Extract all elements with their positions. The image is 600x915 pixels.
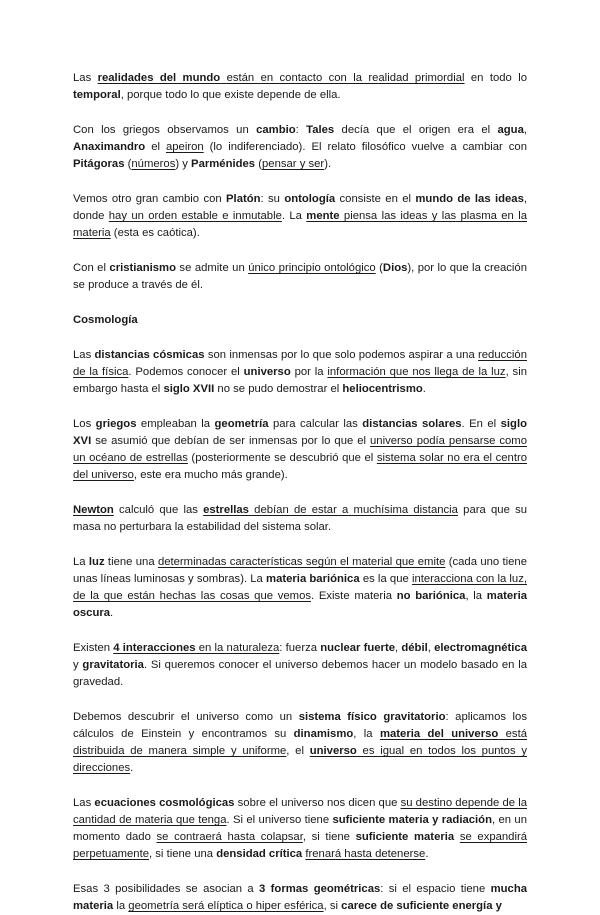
paragraph xyxy=(73,502,527,536)
underlined-text: está distribuida de manera simple y uniforme xyxy=(73,728,527,757)
text-run: , la xyxy=(465,590,487,602)
text-run: Con el xyxy=(73,262,110,274)
bold-underlined-text: estrellas xyxy=(203,504,249,516)
underlined-text: apeiron xyxy=(165,141,204,153)
bold-text: débil xyxy=(401,642,428,654)
text-run: ), por lo que la creación se produce a través de él. xyxy=(73,262,528,291)
bold-text: dinamismo xyxy=(293,728,354,740)
text-run: , si tiene xyxy=(302,831,356,843)
text-run: La xyxy=(73,556,89,568)
bold-text: luz xyxy=(88,556,105,568)
bold-text: carece de suficiente energía y xyxy=(341,900,502,912)
text-run: por la xyxy=(290,366,328,378)
bold-text: materia oscura xyxy=(73,590,527,619)
underlined-text: es igual en todos los puntos y direcciones xyxy=(73,745,527,774)
text-run: . Podemos conocer el xyxy=(128,366,244,378)
text-run: se asumió que debían de ser inmensas por lo que el xyxy=(91,435,371,447)
underlined-text: frenará hasta detenerse xyxy=(305,848,426,860)
text-run: . En el xyxy=(461,418,501,430)
text-run: sobre el universo nos dicen que xyxy=(234,797,401,809)
text-run: consiste en el xyxy=(335,193,416,205)
bold-text: temporal xyxy=(73,89,121,101)
bold-text: suficiente materia xyxy=(355,831,455,843)
bold-text: Platón xyxy=(226,193,261,205)
bold-underlined-text: universo xyxy=(309,745,357,757)
underlined-text: reducción de la física xyxy=(73,349,527,378)
bold-underlined-text: mente xyxy=(306,210,340,222)
document-body xyxy=(73,70,527,915)
text-run: Los xyxy=(73,418,96,430)
text-run: , xyxy=(427,642,435,654)
underlined-text: universo podía pensarse como un océano de estrellas xyxy=(73,435,528,464)
text-run: Las xyxy=(73,349,95,361)
text-run: : si el espacio tiene xyxy=(380,883,491,895)
underlined-text: interacciona con la luz, de la que están hechas las cosas que vemos xyxy=(73,573,527,602)
bold-text: ecuaciones cosmológicas xyxy=(94,797,235,809)
text-run: es la que xyxy=(359,573,412,585)
text-run: y xyxy=(73,659,83,671)
bold-underlined-text: realidades del mundo xyxy=(97,72,221,84)
text-run: . xyxy=(425,848,429,860)
paragraph xyxy=(73,70,527,104)
text-run: , sin embargo hasta el xyxy=(73,366,527,395)
text-run: : xyxy=(295,124,307,136)
text-run: no se pudo demostrar el xyxy=(214,383,343,395)
text-run: empleaban la xyxy=(136,418,215,430)
text-run: , la xyxy=(353,728,380,740)
text-run: , este era mucho más grande). xyxy=(133,469,288,481)
text-run: . xyxy=(130,762,134,774)
text-run: ( xyxy=(255,158,263,170)
text-run: . Si queremos conocer el universo debemos hacer un modelo basado en la gravedad. xyxy=(73,659,527,688)
underlined-text: piensa las ideas y las plasma en la materia xyxy=(73,210,527,239)
text-run: (lo indiferenciado). El relato filosófico vuelve a cambiar con xyxy=(203,141,527,153)
text-run: Esas 3 posibilidades se asocian a xyxy=(73,883,260,895)
underlined-text: debían de estar a muchísima distancia xyxy=(248,504,458,516)
bold-text: nuclear fuerte xyxy=(320,642,396,654)
bold-underlined-text: Newton xyxy=(73,504,114,516)
underlined-text: hay un orden estable e inmutable xyxy=(108,210,282,222)
underlined-text: se contraerá hasta colapsar xyxy=(156,831,303,843)
text-run: para que su masa no perturbara la estabilidad del sistema solar. xyxy=(73,504,527,533)
bold-text: mucha materia xyxy=(73,883,528,912)
text-run: ) y xyxy=(175,158,192,170)
bold-text: Pitágoras xyxy=(73,158,125,170)
underlined-text: geometría será elíptica o hiper esférica xyxy=(128,900,324,912)
section-heading xyxy=(73,312,527,329)
underlined-text: en la naturaleza xyxy=(195,642,280,654)
bold-text: no bariónica xyxy=(396,590,466,602)
paragraph xyxy=(73,191,527,242)
bold-text: griegos xyxy=(95,418,137,430)
text-run: para calcular las xyxy=(268,418,363,430)
bold-text: electromagnética xyxy=(434,642,528,654)
text-run: : aplicamos los cálculos de Einstein y encontramos su xyxy=(73,711,527,740)
bold-text: universo xyxy=(243,366,291,378)
text-run: (esta es caótica). xyxy=(110,227,200,239)
text-run: la xyxy=(113,900,129,912)
bold-text: Dios xyxy=(382,262,408,274)
bold-text: siglo XVII xyxy=(163,383,215,395)
underlined-text: números xyxy=(131,158,176,170)
text-run: . xyxy=(110,607,114,619)
bold-text: suficiente materia y radiación xyxy=(332,814,492,826)
bold-text: gravitatoria xyxy=(82,659,144,671)
bold-text: Cosmología xyxy=(73,314,138,326)
bold-underlined-text: materia del universo xyxy=(379,728,499,740)
bold-text: 3 formas geométricas xyxy=(259,883,381,895)
paragraph xyxy=(73,881,527,915)
text-run: . Si el universo tiene xyxy=(226,814,333,826)
bold-text: cambio xyxy=(256,124,296,136)
bold-text: agua xyxy=(497,124,524,136)
bold-text: geometría xyxy=(214,418,269,430)
underlined-text: pensar y ser xyxy=(262,158,325,170)
text-run: (posteriormente se descubrió que el xyxy=(187,452,377,464)
underlined-text: su destino depende de la cantidad de materia que tenga xyxy=(73,797,527,826)
text-run: , si xyxy=(323,900,342,912)
underlined-text: sistema solar no era el centro del universo xyxy=(73,452,528,481)
text-run: : su xyxy=(260,193,285,205)
bold-text: Parménides xyxy=(191,158,256,170)
text-run: Con los griegos observamos un xyxy=(73,124,257,136)
text-run: calculó que las xyxy=(113,504,204,516)
paragraph xyxy=(73,554,527,622)
text-run: Debemos descubrir el universo como un xyxy=(73,711,299,723)
paragraph xyxy=(73,122,527,173)
text-run: Vemos otro gran cambio con xyxy=(73,193,227,205)
text-run: el xyxy=(145,141,166,153)
paragraph xyxy=(73,795,527,863)
text-run: ( xyxy=(124,158,132,170)
text-run: , porque todo lo que existe depende de ella. xyxy=(120,89,341,101)
text-run: , donde xyxy=(73,193,527,222)
paragraph xyxy=(73,260,527,294)
underlined-text: determinadas características según el material que emite xyxy=(157,556,446,568)
text-run: . La xyxy=(281,210,307,222)
text-run: ). xyxy=(324,158,332,170)
text-run: , si tiene una xyxy=(149,848,217,860)
bold-text: Tales xyxy=(306,124,335,136)
paragraph xyxy=(73,416,527,484)
text-run: , en un momento dado xyxy=(73,814,527,843)
bold-text: distancias cósmicas xyxy=(94,349,205,361)
text-run: . xyxy=(422,383,426,395)
text-run: decía que el origen era el xyxy=(334,124,498,136)
bold-text: siglo XVI xyxy=(73,418,528,447)
text-run: , xyxy=(395,642,402,654)
text-run: tiene una xyxy=(104,556,158,568)
paragraph xyxy=(73,640,527,691)
bold-text: densidad crítica xyxy=(216,848,303,860)
paragraph xyxy=(73,347,527,398)
text-run: . Existe materia xyxy=(311,590,397,602)
bold-text: heliocentrismo xyxy=(342,383,423,395)
text-run: Las xyxy=(73,797,95,809)
bold-text: Anaximandro xyxy=(73,141,146,153)
underlined-text: están en contacto con la realidad primordial xyxy=(226,72,465,84)
bold-text: sistema físico gravitatorio xyxy=(298,711,446,723)
bold-text: materia bariónica xyxy=(266,573,360,585)
text-run: ( xyxy=(375,262,383,274)
text-run: (cada uno tiene unas líneas luminosas y sombras). La xyxy=(73,556,527,585)
bold-text: ontología xyxy=(284,193,336,205)
text-run: se admite un xyxy=(175,262,249,274)
bold-underlined-text: 4 interacciones xyxy=(113,642,196,654)
underlined-text: información que nos llega de la luz xyxy=(327,366,506,378)
text-run: son inmensas por lo que solo podemos aspirar a una xyxy=(204,349,479,361)
text-run: , xyxy=(523,124,527,136)
text-run: Las xyxy=(73,72,98,84)
text-run: Existen xyxy=(73,642,114,654)
paragraph xyxy=(73,709,527,777)
text-run: en todo lo xyxy=(464,72,527,84)
text-run: , el xyxy=(286,745,310,757)
text-run: : fuerza xyxy=(279,642,321,654)
bold-text: mundo de las ideas xyxy=(415,193,524,205)
bold-text: cristianismo xyxy=(109,262,176,274)
underlined-text: se expandirá perpetuamente xyxy=(73,831,528,860)
underlined-text: único principio ontológico xyxy=(248,262,376,274)
bold-text: distancias solares xyxy=(362,418,462,430)
